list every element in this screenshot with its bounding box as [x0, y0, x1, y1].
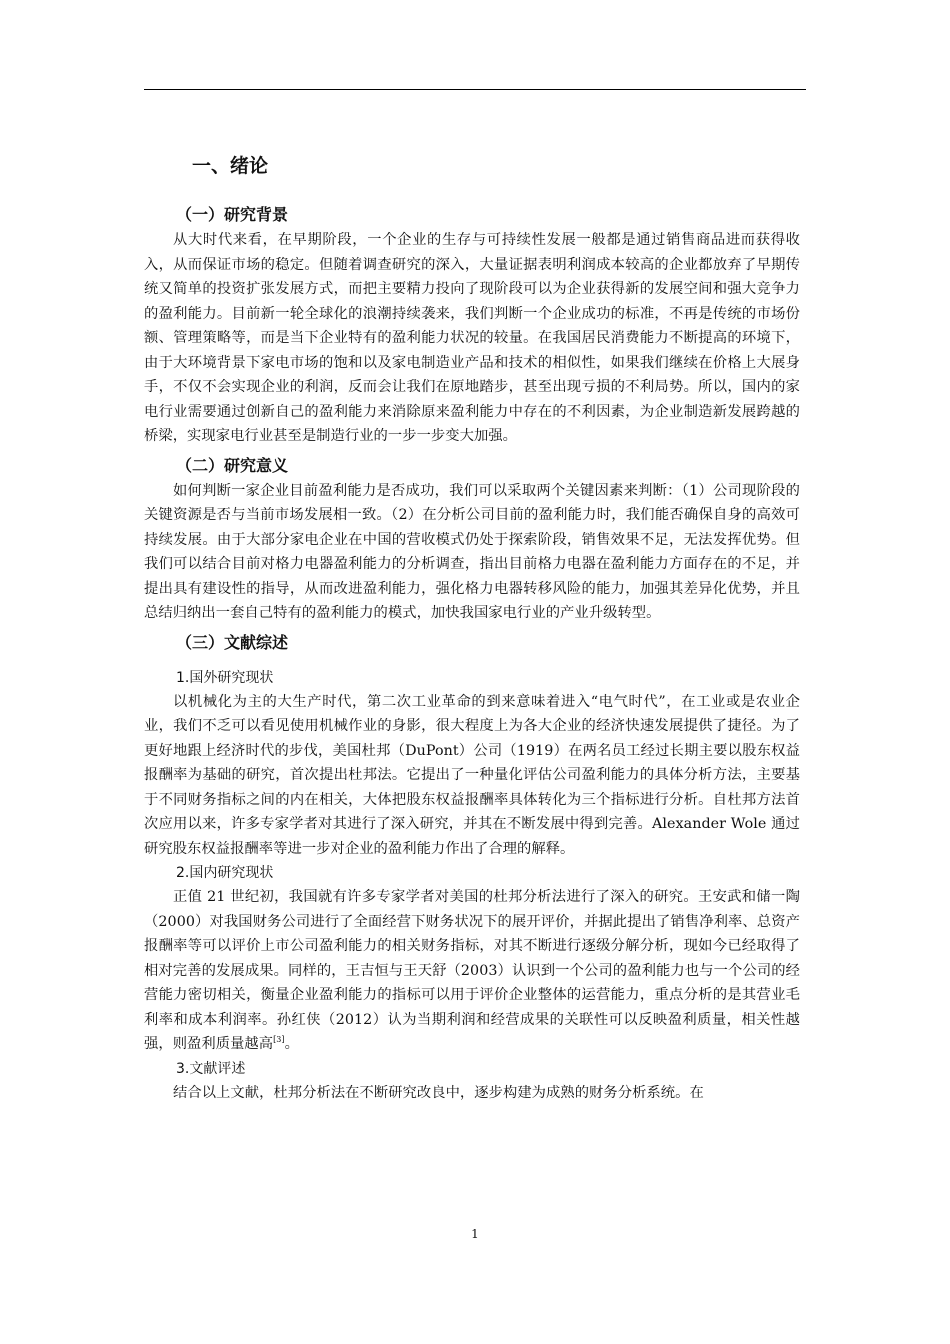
- section-heading-significance: （二）研究意义: [176, 455, 289, 475]
- paragraph-significance: 如何判断一家企业目前盈利能力是否成功，我们可以采取两个关键因素来判断：（1）公司现阶段的关键资源是否与当前市场发展相一致。（2）在分析公司目前的盈利能力时，我们能否确保自身的高效可持续发展。由于大部分家电企业在中国的营收模式仍处于探索阶段，销售效果不足，无法发挥优势。但我们可以结合目前对格力电器盈利能力的分析调查，指出目前格力电器在盈利能力方面存在的不足，并提出具有建设性的指导，从而改进盈利能力，强化格力电器转移风险的能力，加强其差异化优势，并且总结归纳出一套自己特有的盈利能力的模式，加快我国家电行业的产业升级转型。: [144, 482, 800, 621]
- subsection-heading-domestic: 2.国内研究现状: [176, 865, 274, 881]
- section-heading-review: （三）文献综述: [176, 632, 289, 652]
- header-rule: [144, 89, 806, 90]
- citation-marker: [3]: [273, 1035, 285, 1044]
- subsection-heading-comment: 3.文献评述: [176, 1060, 246, 1077]
- subsection-heading-foreign: 1.国外研究现状: [176, 669, 274, 686]
- paragraph-foreign-research: 以机械化为主的大生产时代，第二次工业革命的到来意味着进入“电气时代”，在工业或是农业企业，我们不乏可以看见使用机械作业的身影，很大程度上为各大企业的经济快速发展提供了捷径。为了更好地跟上经济时代的步伐，美国杜邦（DuPont）公司（1919）在两名员工经过长期主要以股东权益报酬率为基础的研究，首次提出杜邦法。它提出了一种量化评估公司盈利能力的具体分析方法，主要基于不同财务指标之间的内在相关，大体把股东权益报酬率具体转化为三个指标进行分析。自杜邦方法首次应用以来，许多专家学者对其进行了深入研究，并其在不断发展中得到完善。Alexander Wole 通过研究股东权益报酬率等进一步对企业的盈利能力作出了合理的解释。: [144, 693, 800, 857]
- chapter-heading: 一、绪论: [192, 155, 269, 177]
- page-body: [144, 150, 800, 1105]
- paragraph-background: 从大时代来看，在早期阶段，一个企业的生存与可持续性发展一般都是通过销售商品进而获得收入，从而保证市场的稳定。但随着调查研究的深入，大量证据表明利润成本较高的企业都放弃了早期传统又简单的投资扩张发展方式，而把主要精力投向了现阶段可以为企业获得新的发展空间和强大竞争力的盈利能力。目前新一轮全球化的浪潮持续袭来，我们判断一个企业成功的标准，不再是传统的市场份额、管理策略等，而是当下企业特有的盈利能力状况的较量。在我国居民消费能力不断提高的环境下，由于大环境背景下家电市场的饱和以及家电制造业产品和技术的相似性，如果我们继续在价格上大展身手，不仅不会实现企业的利润，反而会让我们在原地踏步，甚至出现亏损的不利局势。所以，国内的家电行业需要通过创新自己的盈利能力来消除原来盈利能力中存在的不利因素，为企业制造新发展跨越的桥梁，实现家电行业甚至是制造行业的一步一步变大加强。: [144, 232, 800, 444]
- domestic-text: 正值 21 世纪初，我国就有许多专家学者对美国的杜邦分析法进行了深入的研究。王安武和储一陶（2000）对我国财务公司进行了全面经营下财务状况下的展开评价，并据此提出了销售净利率、总资产报酬率等可以评价上市公司盈利能力的相关财务指标，对其不断进行逐级分解分析，现如今已经取得了相对完善的发展成果。同样的，王吉恒与王天舒（2003）认识到一个公司的盈利能力也与一个公司的经营能力密切相关，衡量企业盈利能力的指标可以用于评价企业整体的运营能力，重点分析的是其营业毛利率和成本利润率。孙红侠（2012）认为当期利润和经营成果的关联性可以反映盈利质量，相关性越强，则盈利质量越高: [144, 889, 800, 1052]
- domestic-text-end: 。: [284, 1036, 299, 1052]
- page-number: 1: [471, 1227, 479, 1241]
- section-heading-background: （一）研究背景: [176, 205, 289, 224]
- paragraph-literature-comment: 结合以上文献，杜邦分析法在不断研究改良中，逐步构建为成熟的财务分析系统。在: [173, 1084, 704, 1101]
- paragraph-domestic-research: [144, 885, 800, 1057]
